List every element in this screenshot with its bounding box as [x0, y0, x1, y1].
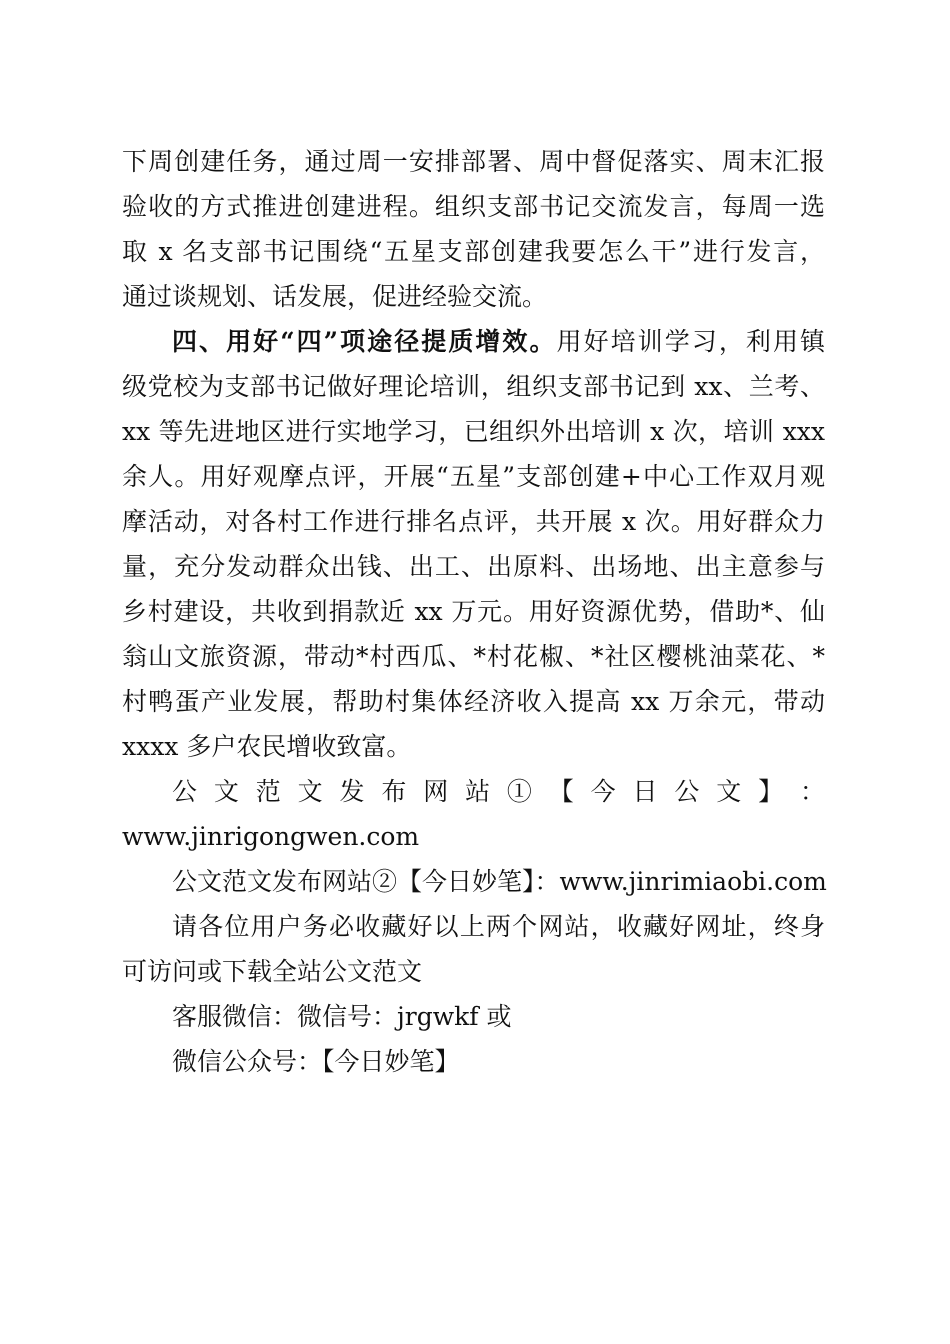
notice-line-2: 可访问或下载全站公文范文 — [122, 957, 423, 986]
site-1-url[interactable]: www.jinrigongwen.com — [122, 822, 420, 851]
paragraph-2-line-4: 余人。用好观摩点评，开展“五星”支部创建+中心工作双月观 — [122, 462, 825, 491]
paragraph-1-line-1: 下周创建任务，通过周一安排部署、周中督促落实、周末汇报 — [122, 147, 825, 176]
site-2-line[interactable]: 公文范文发布网站②【今日妙笔】：www.jinrimiaobi.com — [172, 867, 827, 896]
paragraph-1-line-4: 通过谈规划、话发展，促进经验交流。 — [122, 282, 548, 311]
wechat-service-line: 客服微信：微信号：jrgwkf 或 — [172, 1002, 512, 1031]
paragraph-1-line-2: 验收的方式推进创建进程。组织支部书记交流发言，每周一选 — [122, 192, 825, 221]
paragraph-2-line-3: xx 等先进地区进行实地学习，已组织外出培训 x 次，培训 xxx — [122, 417, 825, 446]
paragraph-1-line-3: 取 x 名支部书记围绕“五星支部创建我要怎么干”进行发言， — [122, 237, 825, 266]
section-heading: 四、用好“四”项途径提质增效。 — [172, 327, 557, 356]
paragraph-2-first-line — [172, 325, 825, 359]
paragraph-2-line-8: 翁山文旅资源，带动*村西瓜、*村花椒、*社区樱桃油菜花、* — [122, 642, 825, 671]
paragraph-2-line-6: 量，充分发动群众出钱、出工、出原料、出场地、出主意参与 — [122, 552, 825, 581]
paragraph-2-line-10: xxxx 多户农民增收致富。 — [122, 732, 412, 761]
paragraph-2-line-5: 摩活动，对各村工作进行排名点评，共开展 x 次。用好群众力 — [122, 507, 825, 536]
paragraph-2-line-9: 村鸭蛋产业发展，帮助村集体经济收入提高 xx 万余元，带动 — [122, 687, 825, 716]
paragraph-2-line-7: 乡村建设，共收到捐款近 xx 万元。用好资源优势，借助*、仙 — [122, 597, 825, 626]
paragraph-2-line-2: 级党校为支部书记做好理论培训，组织支部书记到 xx、兰考、 — [122, 372, 825, 401]
wechat-public-line: 微信公众号：【今日妙笔】 — [172, 1047, 460, 1076]
site-1-line: 公 文 范 文 发 布 网 站 ① 【 今 日 公 文 】 ： — [172, 777, 825, 806]
paragraph-2-first-line-text: 用好培训学习，利用镇 — [556, 327, 825, 356]
notice-line-1: 请各位用户务必收藏好以上两个网站，收藏好网址，终身 — [172, 912, 825, 941]
